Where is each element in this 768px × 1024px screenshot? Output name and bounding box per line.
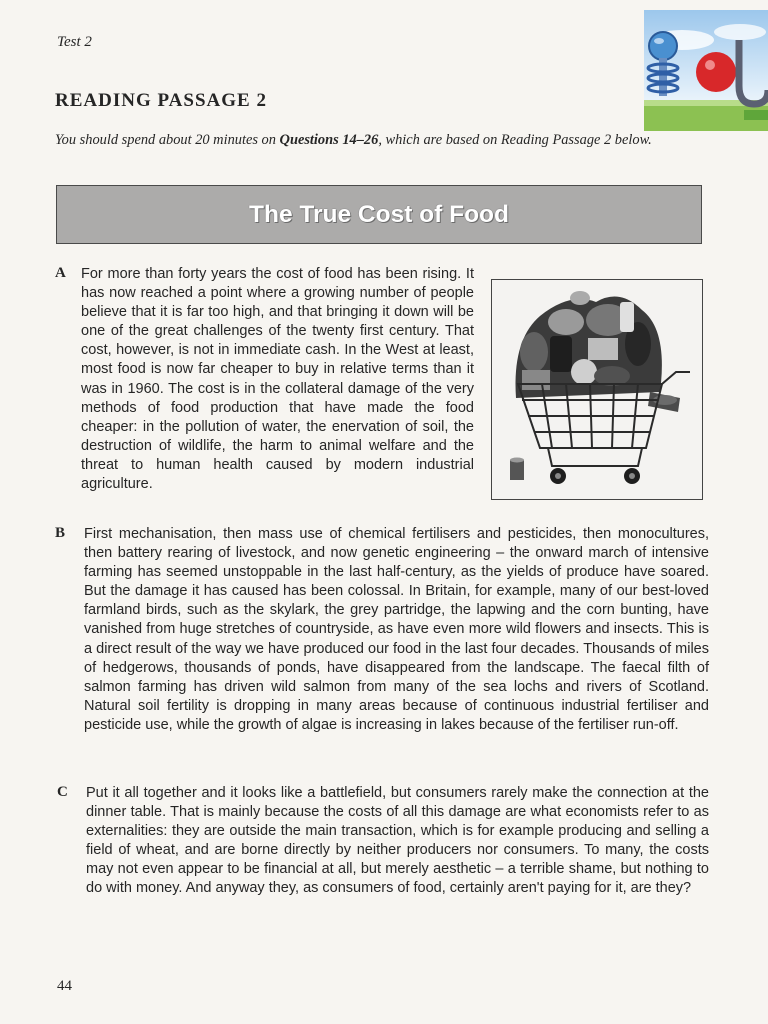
paragraph-letter-b: B xyxy=(55,525,66,541)
shopping-cart-illustration xyxy=(491,279,703,500)
corner-logo xyxy=(644,10,768,131)
passage-title-banner xyxy=(56,185,702,244)
instructions-text-end: , which are based on Reading Passage 2 below. xyxy=(378,132,652,148)
paragraph-c: Put it all together and it looks like a battlefield, but consumers rarely make the connection at the dinner table. That is mainly because the costs of all this damage are what economists refer to as externalities: they are outside the main transaction, which is for example producing and selling a field of wheat, and are borne directly by neither producers nor consumers. To many, the costs may not even appear to be financial at all, but merely aesthetic – a terrible shame, but nothing to do with money. And anyway they, as consumers of food, certainly aren't paying for it, are they? xyxy=(86,785,709,897)
instructions-text: You should spend about 20 minutes on xyxy=(55,132,280,148)
test-label: Test 2 xyxy=(57,34,92,50)
questions-range: Questions 14–26 xyxy=(279,132,379,148)
page-number: 44 xyxy=(57,978,72,994)
instructions xyxy=(55,131,705,150)
paragraph-b: First mechanisation, then mass use of chemical fertilisers and pesticides, then monocultures, then battery rearing of livestock, and now genetic engineering – the onward march of intensive farming has seemed unstoppable in the last half-century, as the yields of produce have soared. But the damage it has caused has been colossal. In Britain, for example, many of our best-loved farmland birds, such as the skylark, the grey partridge, the lapwing and the corn bunting, have vanished from huge stretches of countryside, as have even more wild flowers and insects. This is a direct result of the way we have produced our food in the last four decades. Thousands of miles of hedgerows, thousands of ponds, have disappeared from the landscape. The faecal filth of salmon farming has driven wild salmon from many of the sea lochs and rivers of Scotland. Natural soil fertility is dropping in many areas because of continuous industrial fertiliser and pesticide use, while the growth of algae is increasing in lakes because of the fertiliser run-off. xyxy=(84,526,709,733)
paragraph-letter-a: A xyxy=(55,265,66,281)
passage-title: The True Cost of Food xyxy=(249,200,509,228)
paragraph-letter-c: C xyxy=(57,784,68,800)
section-title: READING PASSAGE 2 xyxy=(55,90,267,111)
paragraph-a: For more than forty years the cost of food has been rising. It has now reached a point where a growing number of people believe that it is far too high, and that bringing it down will be one of the great challenges of the twenty first century. That cost, however, is not in immediate cash. In the West at least, most food is now far cheaper to buy in relative terms than it was in 1960. The cost is in the collateral damage of the very methods of food production that have made the food cheaper: in the pollution of water, the enervation of soil, the destruction of wildlife, the harm to animal welfare and the threat to human health caused by modern industrial agriculture. xyxy=(81,266,474,493)
